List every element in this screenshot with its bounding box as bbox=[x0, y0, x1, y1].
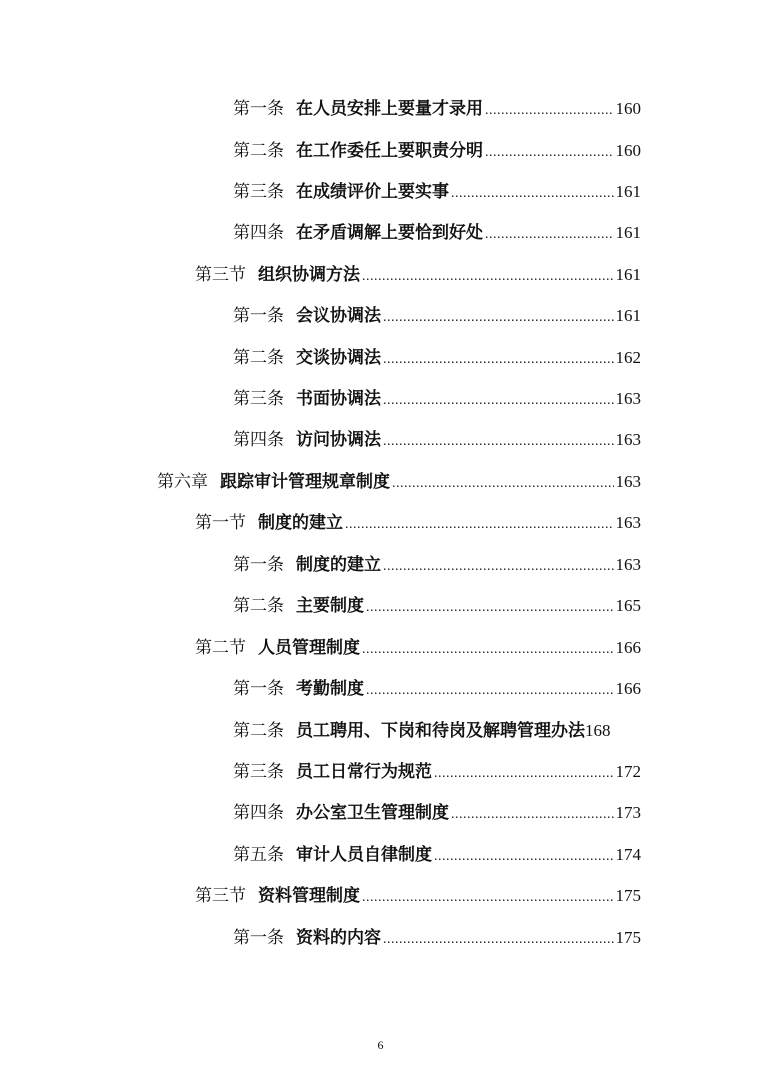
toc-entry-number: 第三条 bbox=[233, 389, 284, 409]
toc-leader-dots bbox=[434, 844, 614, 870]
toc-entry-page: 163 bbox=[615, 555, 641, 574]
toc-entry bbox=[233, 96, 641, 122]
toc-entry bbox=[233, 386, 641, 412]
toc-entry-number: 第五条 bbox=[233, 845, 284, 865]
toc-entry-number: 第一条 bbox=[233, 928, 284, 948]
toc-entry-page: 161 bbox=[615, 182, 641, 201]
toc-leader-dots bbox=[362, 885, 614, 911]
toc-entry-number: 第三条 bbox=[233, 762, 284, 782]
toc-entry-title: 访问协调法 bbox=[296, 430, 381, 450]
toc-entry-page: 166 bbox=[615, 679, 641, 698]
toc-entry-number: 第一条 bbox=[233, 679, 284, 699]
toc-entry bbox=[233, 303, 641, 329]
toc-entry bbox=[233, 552, 641, 578]
toc-leader-dots bbox=[485, 222, 614, 248]
toc-leader-dots bbox=[366, 595, 614, 621]
toc-entry-page: 161 bbox=[615, 223, 641, 242]
toc-entry-page: 172 bbox=[615, 762, 641, 781]
toc-leader-dots bbox=[485, 98, 614, 124]
toc-entry-number: 第三节 bbox=[195, 265, 246, 285]
toc-entry-number: 第三节 bbox=[195, 886, 246, 906]
toc-entry-number: 第三条 bbox=[233, 182, 284, 202]
toc-entry-page: 161 bbox=[615, 306, 641, 325]
toc-entry-title: 审计人员自律制度 bbox=[296, 845, 432, 865]
toc-entry-page: 162 bbox=[615, 348, 641, 367]
page-number: 6 bbox=[377, 1038, 384, 1052]
toc-entry bbox=[233, 925, 641, 951]
toc-entry bbox=[233, 220, 641, 246]
toc-entry bbox=[157, 469, 641, 495]
toc-entry-title: 组织协调方法 bbox=[258, 265, 360, 285]
toc-entry-title: 会议协调法 bbox=[296, 306, 381, 326]
toc-leader-dots bbox=[345, 512, 614, 538]
toc-entry-title: 人员管理制度 bbox=[258, 638, 360, 658]
toc-entry-page: 175 bbox=[615, 886, 641, 905]
toc-entry-number: 第四条 bbox=[233, 803, 284, 823]
toc-entry-title: 员工日常行为规范 bbox=[296, 762, 432, 782]
toc-entry-number: 第二条 bbox=[233, 721, 284, 741]
toc-leader-dots bbox=[383, 554, 614, 580]
toc-entry-number: 第二条 bbox=[233, 141, 284, 161]
toc-entry-page: 166 bbox=[615, 638, 641, 657]
toc-entry bbox=[195, 510, 641, 536]
toc-entry-page: 163 bbox=[615, 513, 641, 532]
toc-entry bbox=[195, 262, 641, 288]
toc-leader-dots bbox=[362, 637, 614, 663]
toc-entry bbox=[233, 179, 641, 205]
toc-entry-title: 办公室卫生管理制度 bbox=[296, 803, 449, 823]
toc-entry-title: 书面协调法 bbox=[296, 389, 381, 409]
toc-entry-number: 第四条 bbox=[233, 430, 284, 450]
toc-entry bbox=[233, 138, 641, 164]
toc-entry-title: 员工聘用、下岗和待岗及解聘管理办法 bbox=[296, 721, 585, 741]
toc-entry-number: 第二节 bbox=[195, 638, 246, 658]
toc-leader-dots bbox=[451, 181, 614, 207]
toc-entry-title: 制度的建立 bbox=[258, 513, 343, 533]
toc-leader-dots bbox=[362, 264, 614, 290]
toc-entry-page: 160 bbox=[615, 141, 641, 160]
toc-entry-page: 161 bbox=[615, 265, 641, 284]
toc-leader-dots bbox=[366, 678, 614, 704]
toc-entry-page: 165 bbox=[615, 596, 641, 615]
toc-entry-title: 交谈协调法 bbox=[296, 348, 381, 368]
toc-leader-dots bbox=[485, 140, 614, 166]
toc-leader-dots bbox=[383, 429, 614, 455]
toc-entry bbox=[233, 593, 641, 619]
toc-entry bbox=[233, 800, 641, 826]
toc-entry-number: 第二条 bbox=[233, 596, 284, 616]
toc-leader-dots bbox=[434, 761, 614, 787]
toc-leader-dots bbox=[383, 388, 614, 414]
toc-entry bbox=[195, 883, 641, 909]
toc-entry-title: 主要制度 bbox=[296, 596, 364, 616]
toc-leader-dots bbox=[383, 927, 614, 953]
toc-leader-dots bbox=[392, 471, 614, 497]
toc-entry bbox=[233, 676, 641, 702]
toc-entry-title: 考勤制度 bbox=[296, 679, 364, 699]
toc-entry-title: 跟踪审计管理规章制度 bbox=[220, 472, 390, 492]
toc-entry bbox=[233, 427, 641, 453]
toc-entry bbox=[233, 345, 641, 371]
toc-leader-dots bbox=[451, 802, 614, 828]
toc-entry-number: 第二条 bbox=[233, 348, 284, 368]
toc-entry-number: 第四条 bbox=[233, 223, 284, 243]
toc-entry bbox=[233, 718, 641, 744]
toc-entry-page: 163 bbox=[615, 430, 641, 449]
toc-entry-number: 第一节 bbox=[195, 513, 246, 533]
toc-entry-title: 在人员安排上要量才录用 bbox=[296, 99, 483, 119]
toc-entry-page: 175 bbox=[615, 928, 641, 947]
toc-entry-title: 在工作委任上要职责分明 bbox=[296, 141, 483, 161]
toc-leader-dots bbox=[383, 305, 614, 331]
toc-entry bbox=[233, 842, 641, 868]
toc-entry-page: 168 bbox=[585, 721, 611, 740]
toc-entry-page: 173 bbox=[615, 803, 641, 822]
toc-entry-number: 第六章 bbox=[157, 472, 208, 492]
toc-entry-title: 资料的内容 bbox=[296, 928, 381, 948]
toc-entry-page: 163 bbox=[615, 472, 641, 491]
toc-entry-title: 制度的建立 bbox=[296, 555, 381, 575]
toc-entry bbox=[233, 759, 641, 785]
toc-entry-page: 174 bbox=[615, 845, 641, 864]
toc-entry-title: 在成绩评价上要实事 bbox=[296, 182, 449, 202]
toc-leader-dots bbox=[383, 347, 614, 373]
toc-entry-number: 第一条 bbox=[233, 99, 284, 119]
toc-entry-number: 第一条 bbox=[233, 555, 284, 575]
toc-entry bbox=[195, 635, 641, 661]
toc-entry-page: 163 bbox=[615, 389, 641, 408]
toc-entry-title: 资料管理制度 bbox=[258, 886, 360, 906]
toc-entry-title: 在矛盾调解上要恰到好处 bbox=[296, 223, 483, 243]
toc-entry-page: 160 bbox=[615, 99, 641, 118]
toc-entry-number: 第一条 bbox=[233, 306, 284, 326]
